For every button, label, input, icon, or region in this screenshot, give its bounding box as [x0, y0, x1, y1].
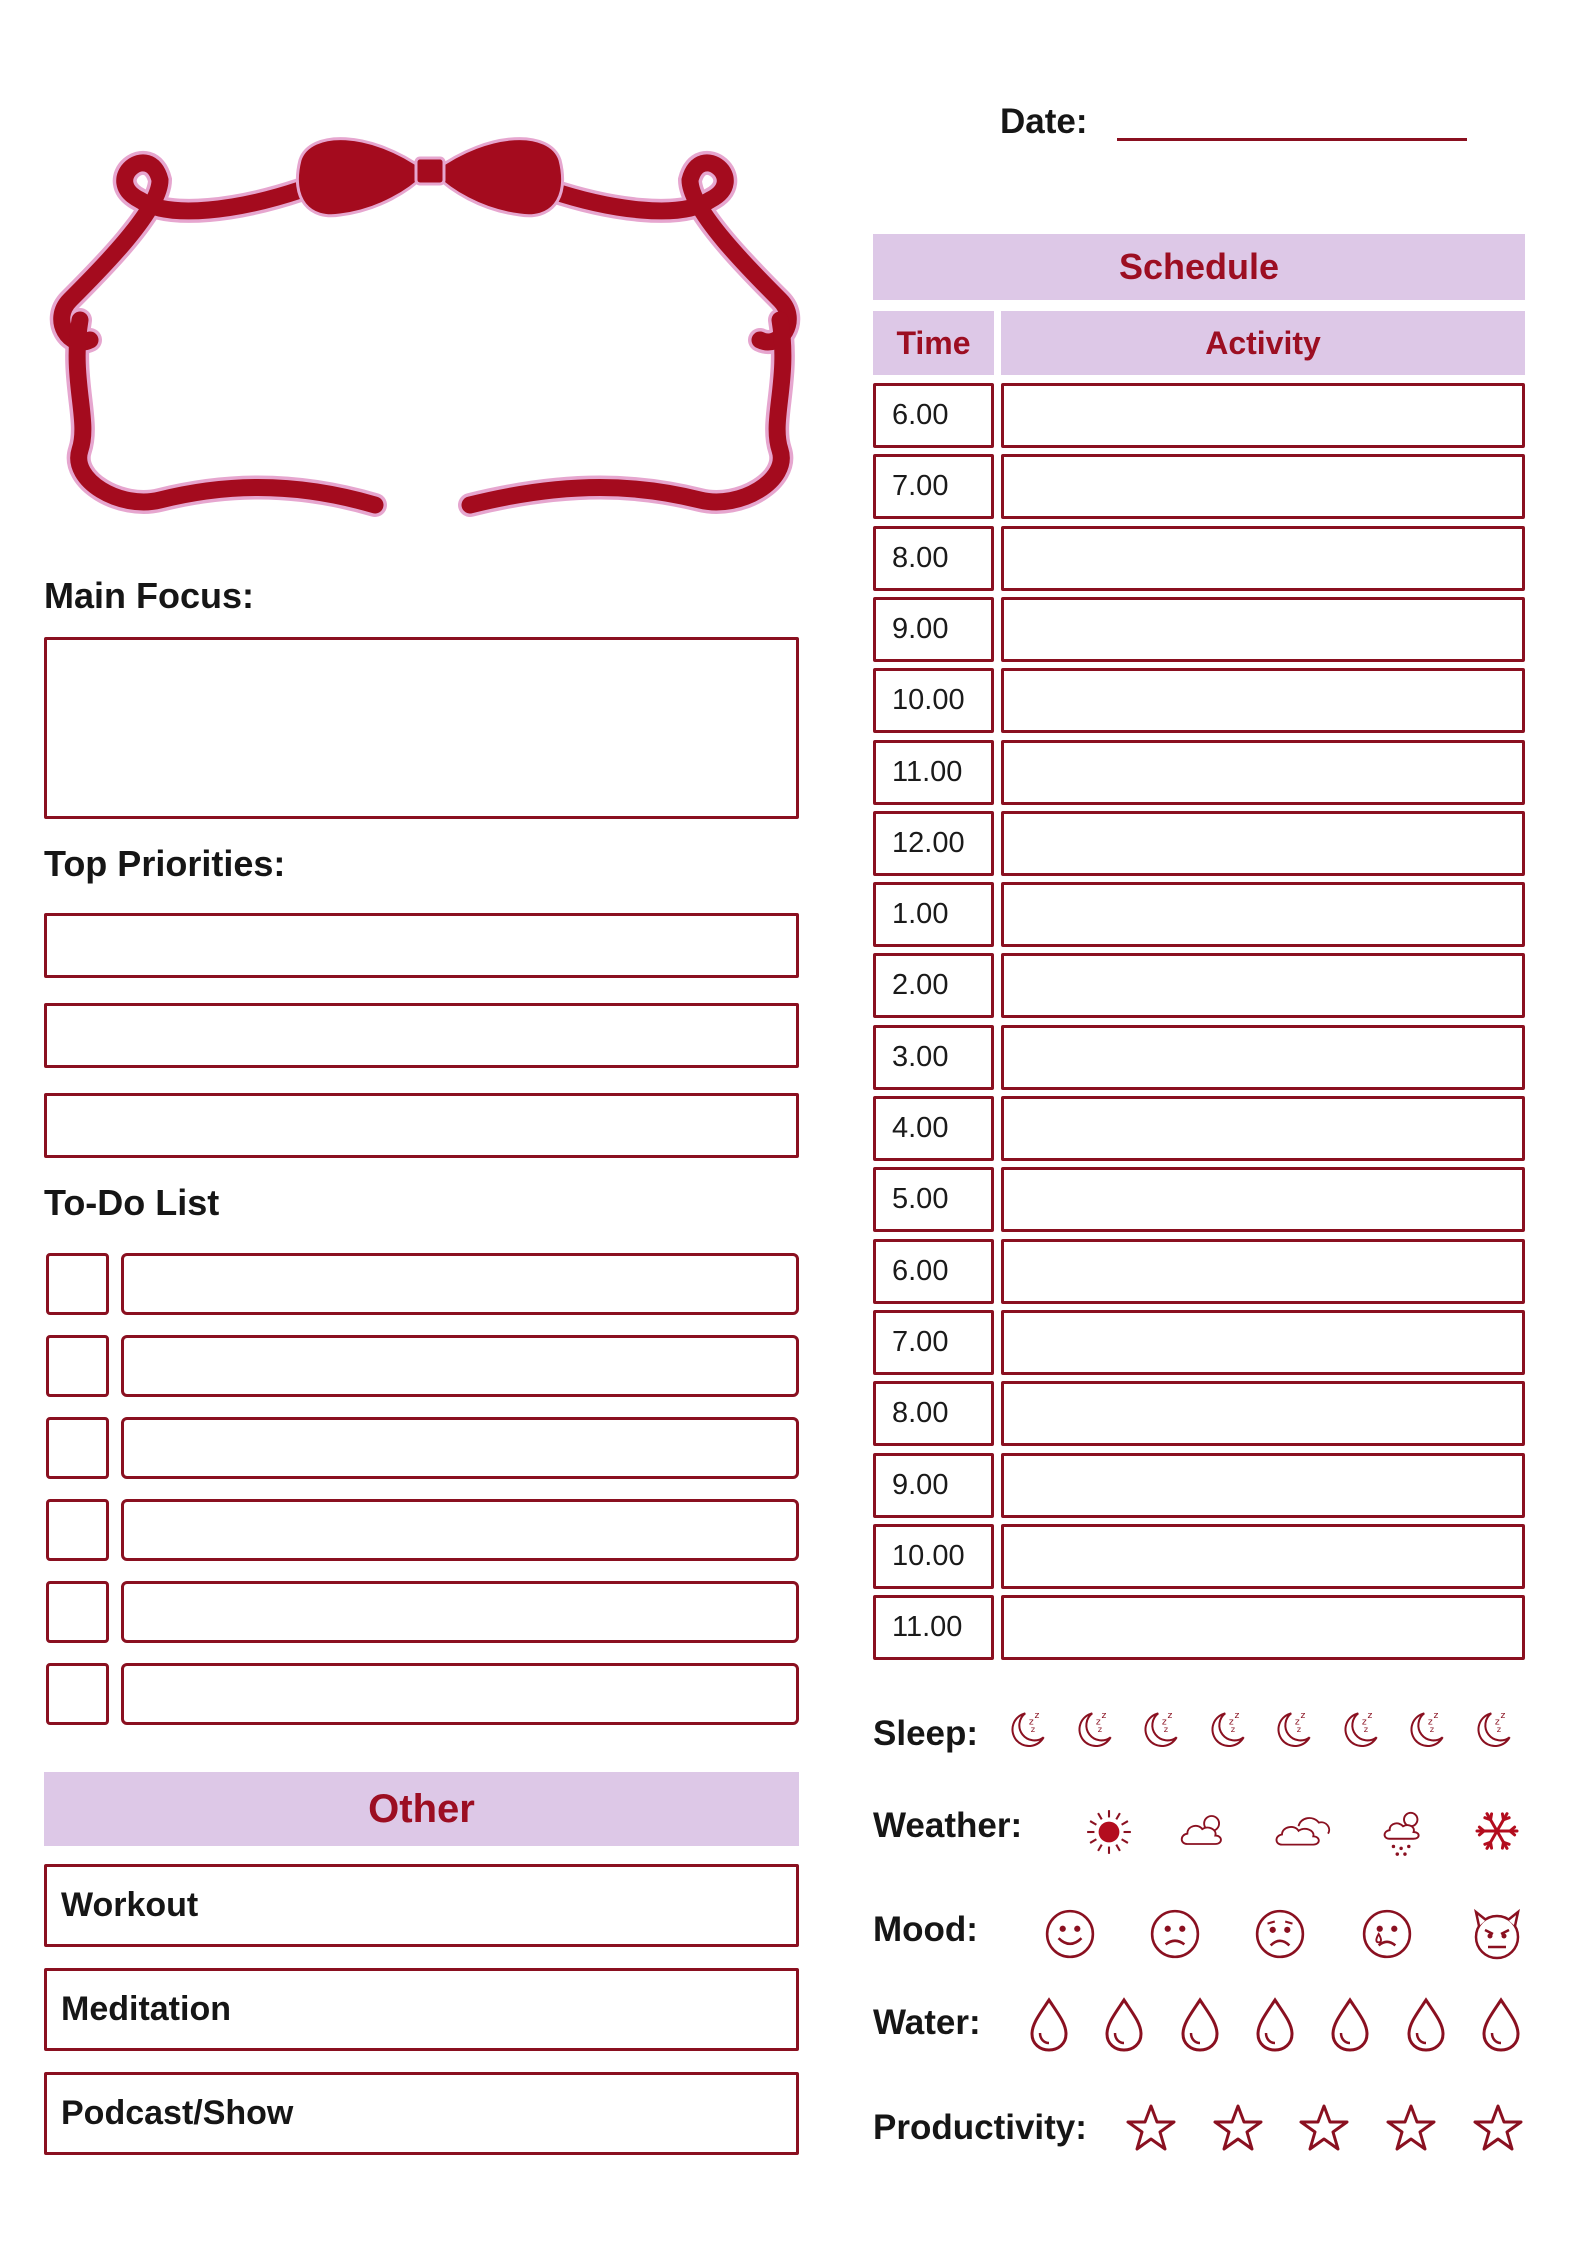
- productivity-label: Productivity:: [873, 2108, 1087, 2147]
- svg-text:z: z: [1429, 1723, 1435, 1734]
- cloudy-icon[interactable]: [1272, 1806, 1338, 1857]
- water-drop-icon[interactable]: [1481, 1997, 1521, 2058]
- svg-text:z: z: [1095, 1716, 1101, 1728]
- schedule-activity-cell[interactable]: [1001, 526, 1525, 591]
- todo-checkbox[interactable]: [46, 1581, 109, 1643]
- schedule-time-cell: 7.00: [873, 454, 994, 519]
- schedule-time-cell: 6.00: [873, 1239, 994, 1304]
- water-label: Water:: [873, 2003, 981, 2042]
- sad-face-icon[interactable]: [1149, 1908, 1201, 1965]
- star-icon[interactable]: [1126, 2103, 1176, 2158]
- schedule-activity-cell[interactable]: [1001, 882, 1525, 947]
- star-icon[interactable]: [1473, 2103, 1523, 2158]
- todo-item-field[interactable]: [121, 1335, 799, 1397]
- svg-text:z: z: [1294, 1716, 1300, 1728]
- sleeping-moon-icon[interactable]: [1138, 1706, 1184, 1757]
- happy-face-icon[interactable]: [1044, 1908, 1096, 1965]
- svg-text:z: z: [1366, 1709, 1372, 1721]
- sleeping-moon-icon[interactable]: [1205, 1706, 1251, 1757]
- weather-label: Weather:: [873, 1806, 1023, 1845]
- todo-checkbox[interactable]: [46, 1253, 109, 1315]
- svg-text:z: z: [1361, 1716, 1367, 1728]
- svg-text:z: z: [1161, 1716, 1167, 1728]
- todo-checkbox[interactable]: [46, 1663, 109, 1725]
- svg-text:z: z: [1030, 1723, 1036, 1734]
- svg-text:z: z: [1097, 1723, 1102, 1734]
- main-focus-box[interactable]: [44, 637, 799, 819]
- schedule-activity-cell[interactable]: [1001, 811, 1525, 876]
- schedule-activity-cell[interactable]: [1001, 454, 1525, 519]
- schedule-activity-cell[interactable]: [1001, 1096, 1525, 1161]
- todo-checkbox[interactable]: [46, 1499, 109, 1561]
- schedule-time-cell: 11.00: [873, 740, 994, 805]
- todo-item-field[interactable]: [121, 1417, 799, 1479]
- schedule-activity-cell[interactable]: [1001, 740, 1525, 805]
- water-drop-icon[interactable]: [1406, 1997, 1446, 2058]
- todo-checkbox[interactable]: [46, 1335, 109, 1397]
- frown-face-icon[interactable]: [1254, 1908, 1306, 1965]
- schedule-time-cell: 2.00: [873, 953, 994, 1018]
- schedule-time-cell: 12.00: [873, 811, 994, 876]
- schedule-time-cell: 8.00: [873, 1381, 994, 1446]
- priority-box-3[interactable]: [44, 1093, 799, 1158]
- sun-icon[interactable]: [1083, 1806, 1135, 1863]
- svg-text:z: z: [1230, 1723, 1235, 1734]
- star-icon[interactable]: [1299, 2103, 1349, 2158]
- schedule-activity-cell[interactable]: [1001, 383, 1525, 448]
- water-drop-icon[interactable]: [1029, 1997, 1069, 2058]
- todo-item-field[interactable]: [121, 1663, 799, 1725]
- ribbon-frame-decoration: [40, 120, 820, 540]
- schedule-header: Schedule: [873, 234, 1525, 300]
- schedule-time-cell: 4.00: [873, 1096, 994, 1161]
- svg-text:z: z: [1363, 1723, 1368, 1734]
- main-focus-label: Main Focus:: [44, 575, 255, 616]
- schedule-activity-cell[interactable]: [1001, 597, 1525, 662]
- todo-item-field[interactable]: [121, 1499, 799, 1561]
- todo-item-field[interactable]: [121, 1581, 799, 1643]
- todo-label: To-Do List: [44, 1182, 220, 1223]
- schedule-time-cell: 11.00: [873, 1595, 994, 1660]
- date-label: Date:: [1000, 102, 1088, 141]
- priority-box-2[interactable]: [44, 1003, 799, 1068]
- sleeping-moon-icon[interactable]: [1271, 1706, 1317, 1757]
- schedule-activity-cell[interactable]: [1001, 1167, 1525, 1232]
- schedule-activity-cell[interactable]: [1001, 1239, 1525, 1304]
- water-drop-icon[interactable]: [1180, 1997, 1220, 2058]
- schedule-time-cell: 8.00: [873, 526, 994, 591]
- angry-devil-face-icon[interactable]: [1470, 1908, 1524, 1967]
- schedule-activity-cell[interactable]: [1001, 1025, 1525, 1090]
- svg-text:z: z: [1427, 1716, 1433, 1728]
- schedule-activity-cell[interactable]: [1001, 1310, 1525, 1375]
- svg-text:z: z: [1228, 1716, 1234, 1728]
- svg-text:z: z: [1100, 1709, 1106, 1721]
- svg-text:z: z: [1433, 1709, 1439, 1721]
- sleeping-moon-icon[interactable]: [1404, 1706, 1450, 1757]
- todo-checkbox[interactable]: [46, 1417, 109, 1479]
- star-icon[interactable]: [1386, 2103, 1436, 2158]
- schedule-time-cell: 3.00: [873, 1025, 994, 1090]
- other-item-meditation[interactable]: Meditation: [44, 1968, 799, 2051]
- todo-item-field[interactable]: [121, 1253, 799, 1315]
- mood-label: Mood:: [873, 1910, 978, 1949]
- snowflake-icon[interactable]: [1472, 1806, 1522, 1861]
- schedule-activity-cell[interactable]: [1001, 1453, 1525, 1518]
- other-header: Other: [44, 1772, 799, 1846]
- priority-box-1[interactable]: [44, 913, 799, 978]
- schedule-time-cell: 9.00: [873, 1453, 994, 1518]
- schedule-time-cell: 1.00: [873, 882, 994, 947]
- svg-text:z: z: [1300, 1709, 1306, 1721]
- sleeping-moon-icon[interactable]: [1471, 1706, 1517, 1757]
- activity-column-header: Activity: [1001, 311, 1525, 375]
- svg-text:z: z: [1499, 1709, 1505, 1721]
- schedule-activity-cell[interactable]: [1001, 1524, 1525, 1589]
- svg-text:z: z: [1296, 1723, 1302, 1734]
- water-drop-icon[interactable]: [1330, 1997, 1370, 2058]
- svg-text:z: z: [1034, 1709, 1040, 1721]
- water-drop-icon[interactable]: [1255, 1997, 1295, 2058]
- svg-text:z: z: [1494, 1716, 1500, 1728]
- schedule-time-cell: 10.00: [873, 1524, 994, 1589]
- crying-face-icon[interactable]: [1361, 1908, 1413, 1965]
- time-column-header: Time: [873, 311, 994, 375]
- top-priorities-label: Top Priorities:: [44, 843, 286, 884]
- star-icon[interactable]: [1213, 2103, 1263, 2158]
- sleep-label: Sleep:: [873, 1714, 979, 1753]
- svg-text:z: z: [1028, 1716, 1034, 1728]
- schedule-time-cell: 5.00: [873, 1167, 994, 1232]
- other-item-podcast-show[interactable]: Podcast/Show: [44, 2072, 799, 2155]
- svg-text:z: z: [1233, 1709, 1239, 1721]
- rain-icon[interactable]: [1380, 1806, 1428, 1865]
- date-input-line[interactable]: [1117, 138, 1467, 141]
- schedule-activity-cell[interactable]: [1001, 953, 1525, 1018]
- schedule-activity-cell[interactable]: [1001, 668, 1525, 733]
- water-drop-icon[interactable]: [1104, 1997, 1144, 2058]
- schedule-activity-cell[interactable]: [1001, 1595, 1525, 1660]
- svg-text:z: z: [1496, 1723, 1501, 1734]
- svg-text:z: z: [1163, 1723, 1169, 1734]
- partly-cloudy-icon[interactable]: [1178, 1806, 1234, 1859]
- schedule-time-cell: 9.00: [873, 597, 994, 662]
- schedule-time-cell: 7.00: [873, 1310, 994, 1375]
- sleeping-moon-icon[interactable]: [1338, 1706, 1384, 1757]
- svg-text:z: z: [1167, 1709, 1173, 1721]
- schedule-time-cell: 6.00: [873, 383, 994, 448]
- schedule-time-cell: 10.00: [873, 668, 994, 733]
- other-item-workout[interactable]: Workout: [44, 1864, 799, 1947]
- sleeping-moon-icon[interactable]: [1072, 1706, 1118, 1757]
- sleeping-moon-icon[interactable]: [1005, 1706, 1051, 1757]
- schedule-activity-cell[interactable]: [1001, 1381, 1525, 1446]
